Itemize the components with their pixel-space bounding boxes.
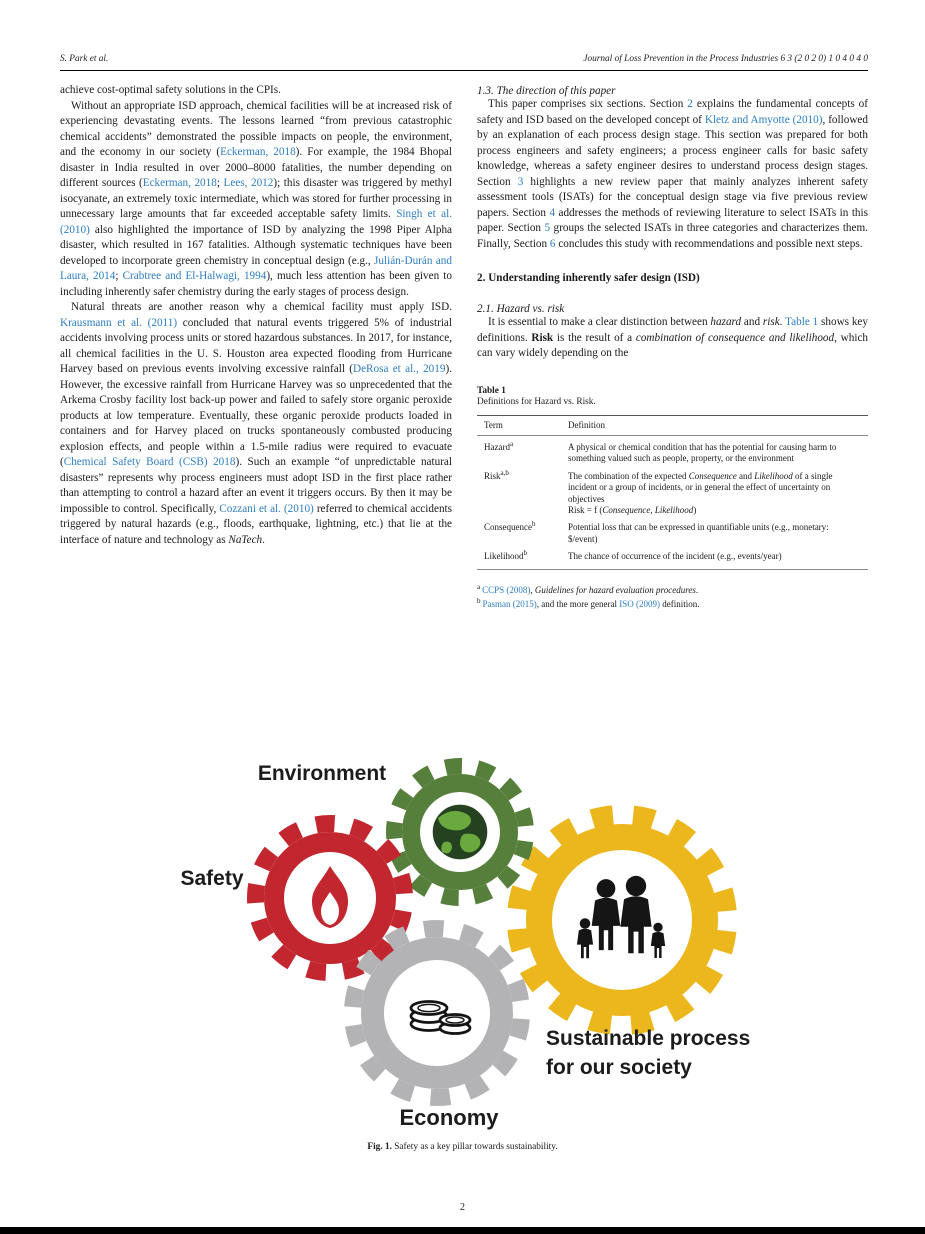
figure-label-sustainable-line2: for our society xyxy=(546,1056,692,1079)
text-segment: and xyxy=(736,470,755,481)
gears-diagram xyxy=(0,740,925,1140)
text-segment: ). Such an example “of unpredictable natural disasters” represents why process engineers must adopt ISD in the first place rather than attempting to control a hazard after an event it triggers occurs. By then it may be impossible to control. Specifically, xyxy=(60,456,452,515)
text-segment: ; xyxy=(115,270,123,282)
text-segment: definition. xyxy=(659,599,700,610)
citation-link[interactable]: Eckerman, 2018 xyxy=(142,177,217,189)
table-caption: Definitions for Hazard vs. Risk. xyxy=(477,396,596,407)
text-segment: highlights a new review paper that mainly analyzes inherent safety assessment tools (ISATs) for the conceptual design stage via five previous review papers. Section xyxy=(477,175,868,219)
running-head xyxy=(60,54,868,64)
paragraph xyxy=(477,97,868,252)
text-segment: Risk = f ( xyxy=(568,504,603,515)
text-segment: referred to chemical accidents triggered by natural hazards (e.g., floods, earthquake, lightning, etc.) that lie at the interface of nature and technology as xyxy=(60,502,452,546)
term-label: Consequence xyxy=(484,522,532,533)
citation-link[interactable]: Singh et al. (2010) xyxy=(60,208,453,236)
section-heading-1-3: 1.3. The direction of this paper xyxy=(477,85,616,97)
text-segment: ). For example, the 1984 Bhopal disaster in India resulted in over 2000–8000 fatalities, the number depending on different sources ( xyxy=(60,146,452,189)
figure-caption-label: Fig. 1. xyxy=(367,1142,392,1152)
text-segment: explains the fundamental concepts of safety and ISD based on the developed concept of xyxy=(477,98,868,126)
citation-link[interactable]: 6 xyxy=(549,237,556,250)
citation-link[interactable]: Kletz and Amyotte (2010) xyxy=(704,113,823,126)
paragraph xyxy=(60,300,452,548)
column-header-term: Term xyxy=(477,415,561,435)
gear-sustainable-process xyxy=(507,805,738,1036)
text-segment: Risk xyxy=(531,331,554,344)
text-segment: ) xyxy=(693,504,697,515)
text-segment: risk xyxy=(762,316,780,328)
text-segment: and xyxy=(741,316,763,328)
footnote-text xyxy=(482,585,698,595)
footnote-text xyxy=(483,599,700,609)
definition-text xyxy=(561,468,868,520)
text-segment: ). However, the excessive rainfall from Hurricane Harvey was so unprecedented that the Arkema Crosby facility lost back-up power and failed to safely store organic peroxide products at low temperature. Eventually, these organic peroxide products loaded in containers and for Harvey placed on trucks spontaneously combusted producing explosion effects, and people within a 1.5-mile radius were required to evacuate ( xyxy=(60,363,452,468)
table-row xyxy=(477,548,868,569)
definitions-table xyxy=(477,415,868,570)
citation-link[interactable]: Lees, 2012 xyxy=(223,177,274,189)
footnote-marker: a xyxy=(509,439,514,448)
text-segment: ; xyxy=(216,177,224,189)
text-segment: Without an appropriate ISD approach, chemical facilities will be at increased risk of experiencing devastating events. The lessons learned “from previous catastrophic chemical accidents” demonstrated the possible impacts on people, the environment, and the economy in our society ( xyxy=(60,99,452,158)
text-segment: . xyxy=(695,584,699,595)
left-column xyxy=(60,83,452,548)
citation-link[interactable]: Cozzani et al. (2010) xyxy=(219,502,314,515)
figure-caption xyxy=(0,1142,925,1152)
footnote-marker: b xyxy=(531,520,536,529)
text-segment: The chance of occurrence of the incident (e.g., events/year) xyxy=(568,551,782,562)
journal-citation: Journal of Loss Prevention in the Process Industries 6 3 (2 0 2 0) 1 0 4 0 4 0 xyxy=(583,54,868,64)
footnote-marker: a xyxy=(477,582,481,591)
text-segment: ); this disaster was triggered by methyl isocyanate, an extremely toxic intermediate, which was stored for further processing in unnecessary large amounts that far exceeded acceptable safety limits. xyxy=(60,177,452,220)
figure-label-economy: Economy xyxy=(399,1105,499,1130)
text-segment: , xyxy=(530,584,535,595)
definition-text xyxy=(561,519,868,548)
text-segment: Likelihood xyxy=(754,470,793,481)
figure-label-safety: Safety xyxy=(180,867,244,890)
text-segment: , xyxy=(650,504,655,515)
table-label: Table 1 xyxy=(477,385,506,396)
citation-link[interactable]: 2 xyxy=(687,98,693,110)
paragraph xyxy=(60,99,452,301)
citation-link[interactable]: 4 xyxy=(549,206,556,219)
text-segment: This paper comprises six sections. Section xyxy=(488,98,688,110)
table-footnote xyxy=(477,599,868,611)
table-row xyxy=(477,519,868,548)
right-column xyxy=(477,83,868,611)
text-segment: also highlighted the importance of ISD by analyzing the 1998 Piper Alpha disaster, which resulted in 167 fatalities. Although systematic techniques have been developed to incorporate green chemistry in conceptual design (e.g., xyxy=(60,223,452,267)
text-segment: Potential loss that can be expressed in quantifiable units (e.g., monetary: $/event) xyxy=(568,522,829,544)
figure-1 xyxy=(0,740,925,1140)
section-heading-2-1: 2.1. Hazard vs. risk xyxy=(477,303,565,315)
text-segment: is the result of a xyxy=(553,331,636,344)
text-segment: , followed by an explanation of each process design stage. This section was prepared for both process engineers and safety engineers; a process engineer calls for basic safety knowledge, whereas a safety engineer desires to understand process design stages. Section xyxy=(477,113,868,188)
citation-link[interactable]: Pasman (2015) xyxy=(482,599,537,610)
table-row xyxy=(477,468,868,520)
citation-link[interactable]: Eckerman, 2018 xyxy=(220,146,296,158)
footnote-marker: b xyxy=(523,549,527,558)
figure-label-sustainable-line1: Sustainable process xyxy=(546,1027,751,1050)
table-1 xyxy=(477,386,868,611)
text-segment: It is essential to make a clear distinction between xyxy=(488,316,711,328)
citation-link[interactable]: Chemical Safety Board (CSB) 2018 xyxy=(63,456,236,468)
table-header-row xyxy=(477,415,868,435)
running-author: S. Park et al. xyxy=(60,54,109,64)
page-number: 2 xyxy=(460,1202,465,1213)
paragraph xyxy=(477,315,868,362)
text-segment: A physical or chemical condition that has the potential for causing harm to something valued such as people, property, or the environment xyxy=(568,441,837,464)
text-segment: ), much less attention has been given to including inherently safer chemistry during the early stages of process design. xyxy=(60,270,452,298)
text-segment: NaTech xyxy=(228,533,263,546)
text-segment: shows key definitions. xyxy=(477,316,868,344)
table-row xyxy=(477,435,868,467)
text-segment: Guidelines for hazard evaluation procedures xyxy=(534,584,696,595)
text-segment: hazard xyxy=(710,316,742,328)
text-segment: . xyxy=(779,316,786,328)
table-footnotes xyxy=(477,582,868,611)
text-segment: , which can vary widely depending on the xyxy=(477,331,868,359)
text-segment: addresses the methods of reviewing literature to select ISATs in this paper. Section xyxy=(477,206,868,234)
text-segment: of a single incident or a group of incidents, or in general the effect of uncertainty on objectives xyxy=(568,470,833,504)
text-segment: groups the selected ISATs in three categories and characterizes them. Finally, Section xyxy=(477,222,868,250)
citation-link[interactable]: Crabtree and El-Halwagi, 1994 xyxy=(122,270,267,282)
globe-icon xyxy=(432,804,488,860)
citation-link[interactable]: 3 xyxy=(517,175,524,188)
table-footnote xyxy=(477,582,868,597)
header-rule xyxy=(60,70,868,71)
text-segment: Likelihood xyxy=(654,504,694,515)
figure-label-environment: Environment xyxy=(257,762,387,785)
text-segment: Natural threats are another reason why a chemical facility must apply ISD. xyxy=(71,301,452,313)
footnote-marker: b xyxy=(477,597,481,606)
term-label: Risk xyxy=(484,470,501,481)
term-label: Likelihood xyxy=(484,551,524,562)
term-label: Hazard xyxy=(484,441,510,452)
text-segment: concluded that natural events triggered 5% of industrial accidents involving process units or stored hazardous substances. In 2017, for instance, all chemical facilities in the U. S. Houston area expected flooding from Hurricane Harvey based on previous events involving excessive rainfall ( xyxy=(60,316,452,375)
citation-link[interactable]: CCPS (2008) xyxy=(482,584,531,595)
text-segment: The combination of the expected xyxy=(568,470,689,481)
text-segment: combination of consequence and likelihood xyxy=(635,331,835,344)
text-segment: Consequence xyxy=(602,504,651,515)
section-heading-2: 2. Understanding inherently safer design (ISD) xyxy=(477,272,700,284)
citation-link[interactable]: 5 xyxy=(544,222,551,234)
citation-link[interactable]: ISO (2009) xyxy=(619,599,660,610)
citation-link[interactable]: Julián-Durán and Laura, 2014 xyxy=(60,254,452,282)
definition-text xyxy=(561,548,868,569)
citation-link[interactable]: Krausmann et al. (2011) xyxy=(60,316,178,329)
citation-link[interactable]: DeRosa et al., 2019 xyxy=(352,363,446,375)
paragraph-continuation: achieve cost-optimal safety solutions in the CPIs. xyxy=(60,84,281,96)
definition-text xyxy=(561,435,868,467)
text-segment: Consequence xyxy=(688,470,737,481)
footnote-marker: a,b xyxy=(500,468,509,477)
viewer-bottom-edge xyxy=(0,1227,925,1234)
text-segment: . xyxy=(262,533,265,546)
text-segment: , and the more general xyxy=(536,599,620,610)
text-segment: concludes this study with recommendations and possible next steps. xyxy=(555,237,863,250)
citation-link[interactable]: Table 1 xyxy=(785,316,819,328)
column-header-definition: Definition xyxy=(561,415,868,435)
figure-caption-text: Safety as a key pillar towards sustainability. xyxy=(391,1142,558,1152)
